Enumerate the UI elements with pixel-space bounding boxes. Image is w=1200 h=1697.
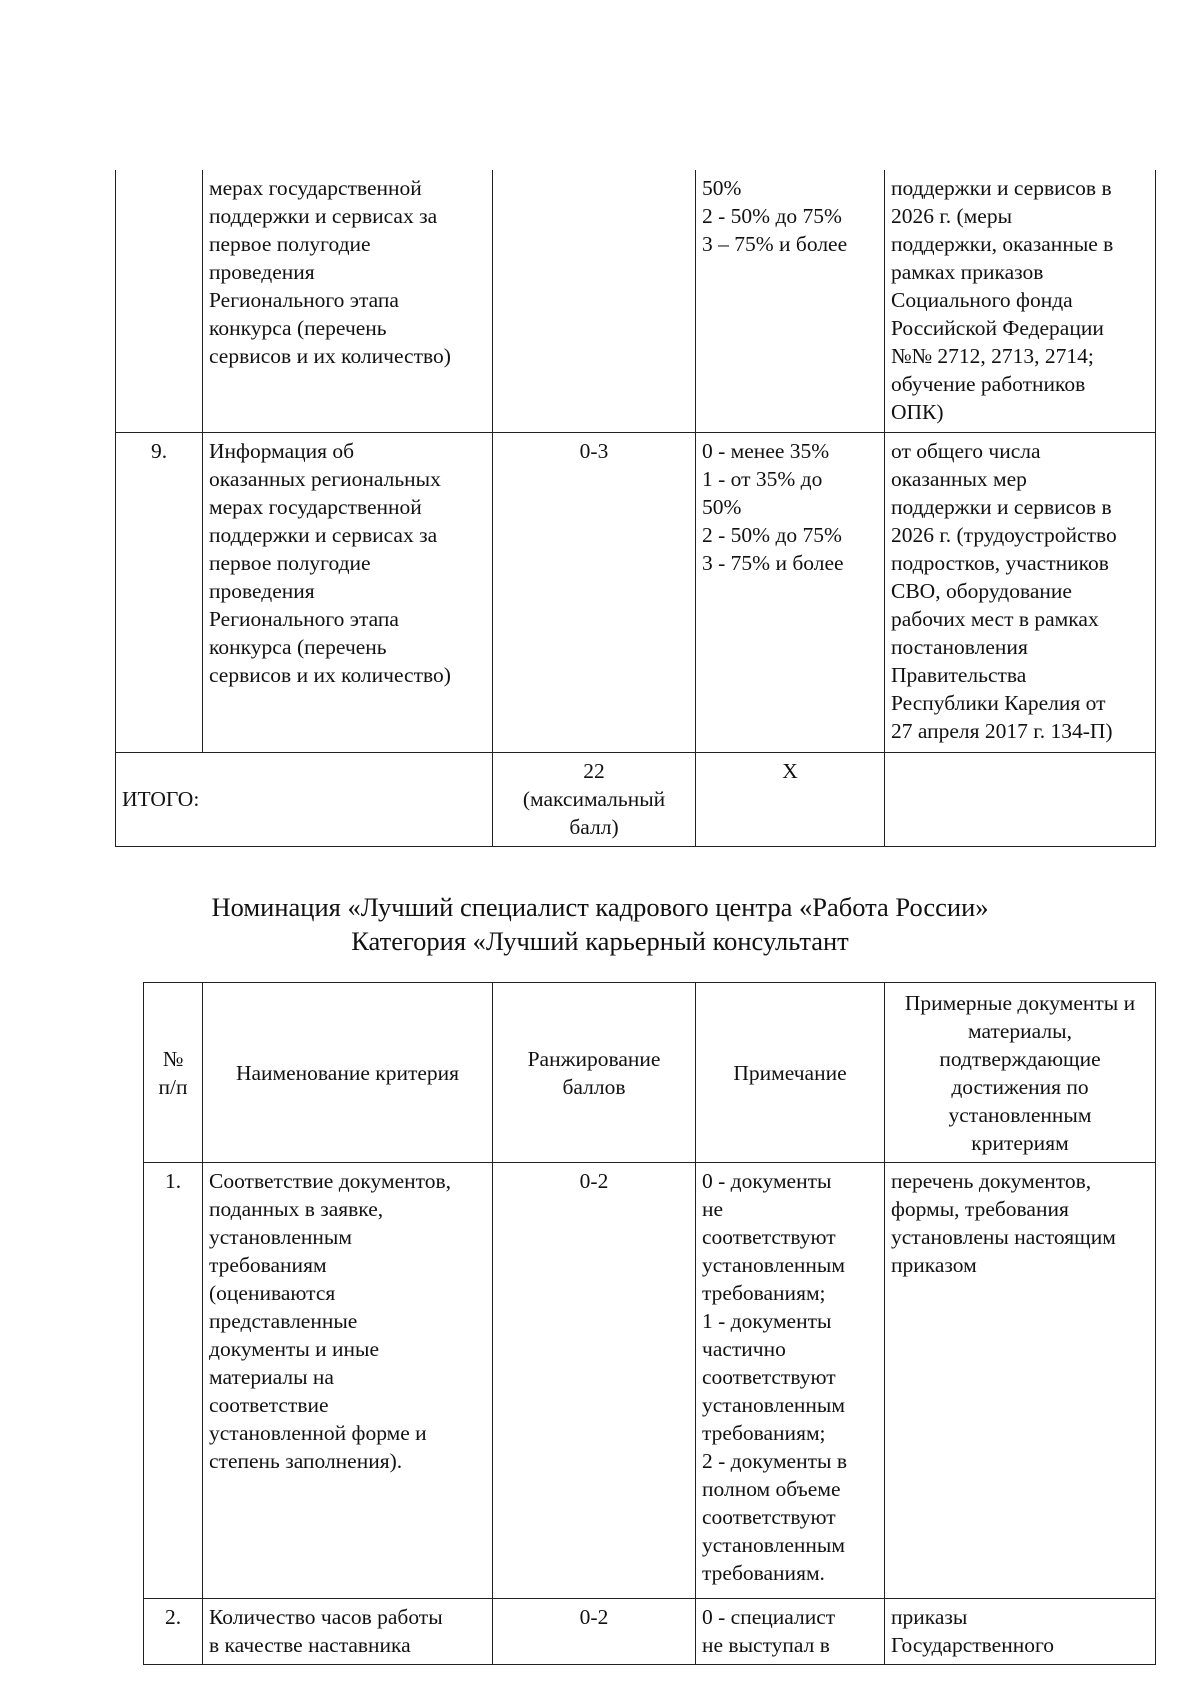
table-row	[116, 170, 1156, 432]
range-cell: 0-2	[493, 1163, 696, 1599]
row-number: 1.	[144, 1163, 203, 1599]
range-cell: 0-2	[493, 1599, 696, 1665]
docs-cell: от общего числа оказанных мер поддержки и сервисов в 2026 г. (трудоустройство подростков, участников СВО, оборудование рабочих мест в рамках постановления Правительства Республики Карелия от 27 апреля 2017 г. 134-П)	[885, 432, 1156, 752]
range-cell: 0-3	[493, 432, 696, 752]
range-cell	[493, 170, 696, 432]
row-number: 9.	[116, 432, 203, 752]
total-label: ИТОГО:	[116, 752, 493, 846]
category-title: Категория «Лучший карьерный консультант	[351, 926, 849, 956]
total-row	[116, 752, 1156, 846]
row-number	[116, 170, 203, 432]
header-range: Ранжирование баллов	[493, 983, 696, 1163]
note-cell: 0 - специалист не выступал в	[696, 1599, 885, 1665]
note-cell: 0 - документы не соответствуют установленным требованиям; 1 - документы частично соответствуют установленным требованиям; 2 - документы в полном объеме соответствуют установленным требованиям.	[696, 1163, 885, 1599]
note-cell: 50% 2 - 50% до 75% 3 – 75% и более	[696, 170, 885, 432]
table-row	[144, 1163, 1156, 1599]
criteria-table	[143, 982, 1156, 1665]
docs-cell: перечень документов, формы, требования установлены настоящим приказом	[885, 1163, 1156, 1599]
criterion-cell: мерах государственной поддержки и сервисах за первое полугодие проведения Регионального этапа конкурса (перечень сервисов и их количество)	[203, 170, 493, 432]
table-row	[144, 1599, 1156, 1665]
header-criterion: Наименование критерия	[203, 983, 493, 1163]
criterion-cell: Соответствие документов, поданных в заявке, установленным требованиям (оцениваются представленные документы и иные материалы на соответствие установленной форме и степень заполнения).	[203, 1163, 493, 1599]
header-num: № п/п	[144, 983, 203, 1163]
total-note: Х	[696, 752, 885, 846]
row-number: 2.	[144, 1599, 203, 1665]
note-cell: 0 - менее 35% 1 - от 35% до 50% 2 - 50% до 75% 3 - 75% и более	[696, 432, 885, 752]
total-range: 22 (максимальный балл)	[493, 752, 696, 846]
header-note: Примечание	[696, 983, 885, 1163]
header-docs: Примерные документы и материалы, подтверждающие достижения по установленным критериям	[885, 983, 1156, 1163]
docs-cell: приказы Государственного	[885, 1599, 1156, 1665]
docs-cell: поддержки и сервисов в 2026 г. (меры поддержки, оказанные в рамках приказов Социального фонда Российской Федерации №№ 2712, 2713, 2714; обучение работников ОПК)	[885, 170, 1156, 432]
criterion-cell: Количество часов работы в качестве наставника	[203, 1599, 493, 1665]
criteria-table-continued	[115, 170, 1156, 847]
table-row	[116, 432, 1156, 752]
header-row	[144, 983, 1156, 1163]
total-docs	[885, 752, 1156, 846]
criterion-cell: Информация об оказанных региональных мерах государственной поддержки и сервисах за первое полугодие проведения Регионального этапа конкурса (перечень сервисов и их количество)	[203, 432, 493, 752]
nomination-title: Номинация «Лучший специалист кадрового центра «Работа России»	[211, 892, 989, 922]
